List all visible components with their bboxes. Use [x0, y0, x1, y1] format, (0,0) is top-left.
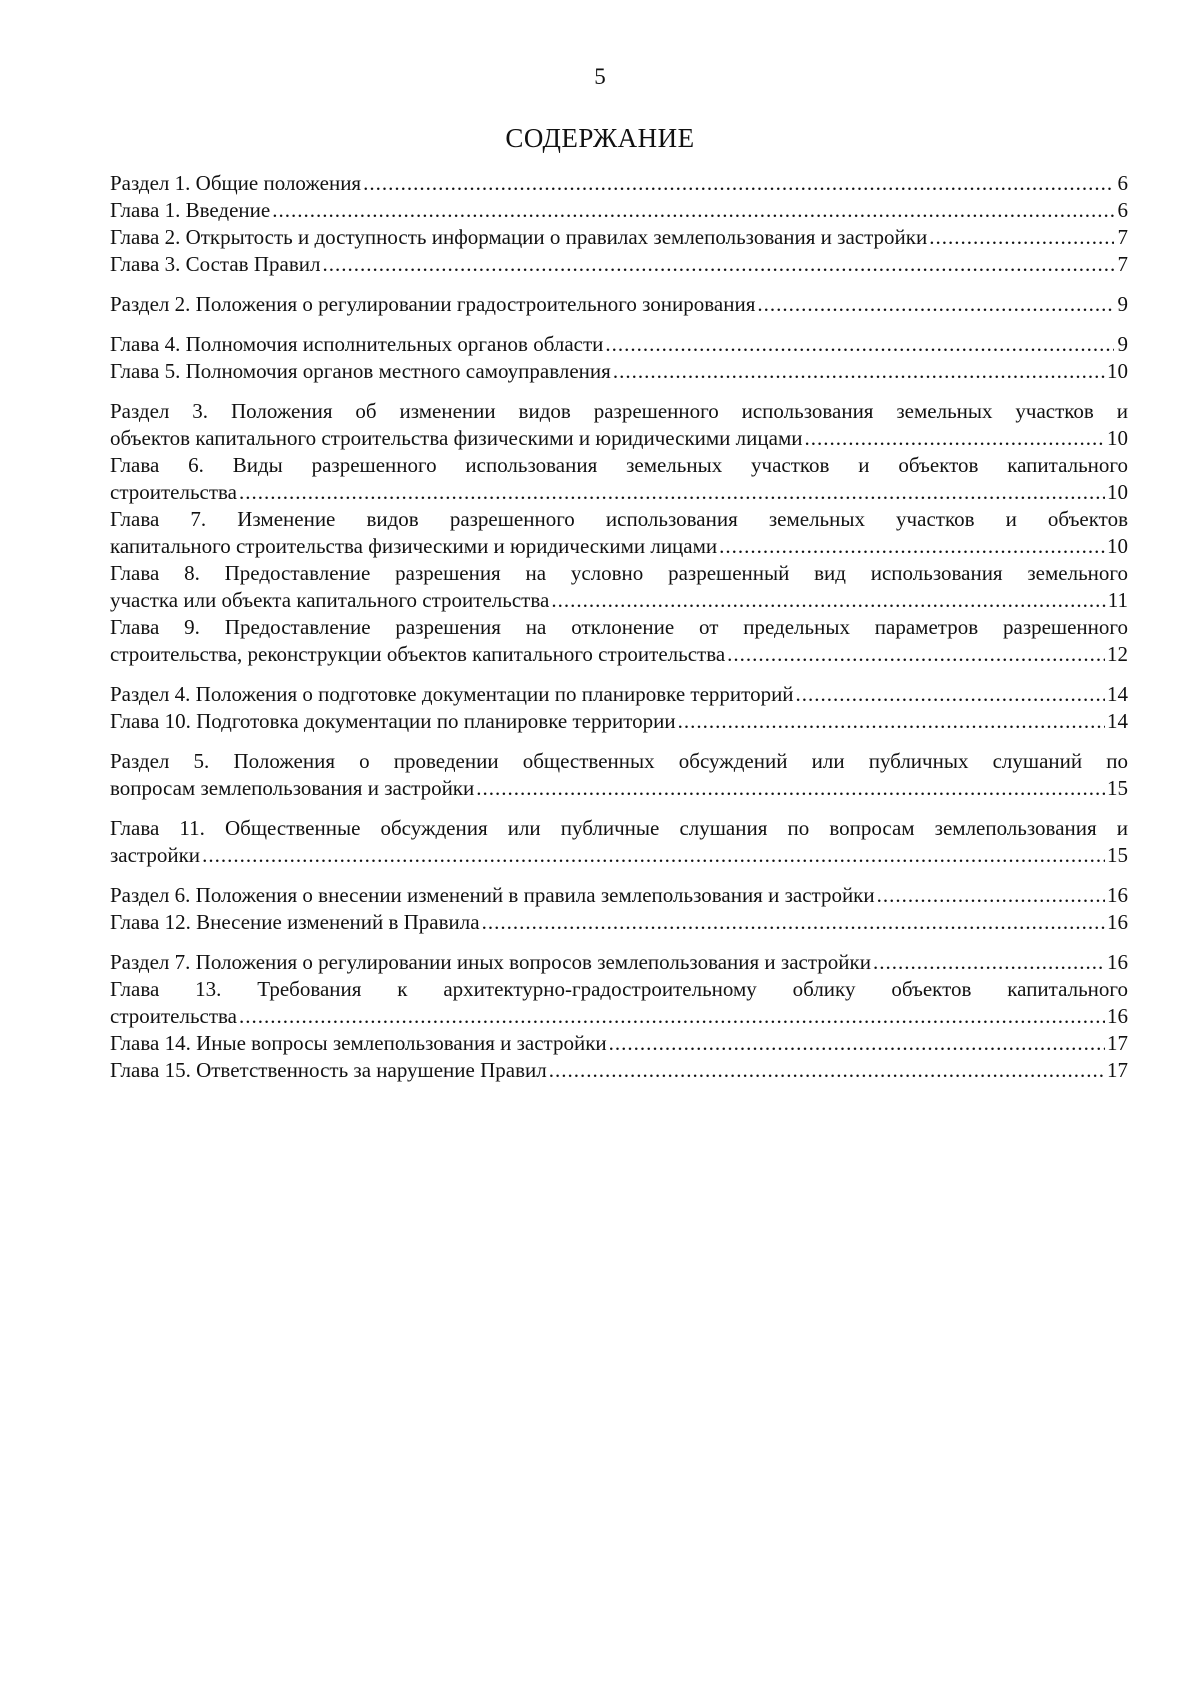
toc-entry-line [110, 452, 1128, 479]
toc-entry-text: объектов капитального строительства физическими и юридическими лицами [110, 426, 803, 450]
toc-page-number: 16 [1107, 1004, 1128, 1028]
toc-entry[interactable] [110, 882, 1128, 909]
dot-leader [549, 1057, 1105, 1084]
toc-entry-text: строительства [110, 480, 238, 504]
toc-page-number: 17 [1107, 1031, 1128, 1055]
toc-entry-line [110, 251, 1128, 278]
toc-entry-text: строительства [110, 1004, 238, 1028]
toc-entry-text: Раздел 4. Положения о подготовке документации по планировке территорий [110, 682, 794, 706]
toc-group [110, 949, 1128, 1084]
toc-entry-text: Глава 11. Общественные обсуждения или публичные слушания по вопросам землепользования и [110, 816, 1128, 840]
toc-entry-line [110, 506, 1128, 533]
toc-entry-line [110, 748, 1128, 775]
toc-entry-line [110, 775, 1128, 802]
dot-leader [719, 533, 1105, 560]
dot-leader [609, 1030, 1105, 1057]
toc-entry[interactable] [110, 251, 1128, 278]
toc-page-number: 15 [1107, 776, 1128, 800]
toc-page-number: 16 [1107, 950, 1128, 974]
dot-leader [757, 291, 1114, 318]
toc-page-number: 11 [1107, 588, 1128, 612]
dot-leader [877, 882, 1105, 909]
toc-entry[interactable] [110, 331, 1128, 358]
toc-entry-text: Глава 13. Требования к архитектурно-градостроительному облику объектов капитального [110, 977, 1128, 1001]
toc-entry-line [110, 331, 1128, 358]
dot-leader [239, 1003, 1105, 1030]
toc-entry[interactable] [110, 452, 1128, 506]
toc-entry-text: Раздел 5. Положения о проведении общественных обсуждений или публичных слушаний по [110, 749, 1128, 773]
toc-entry-text: Глава 7. Изменение видов разрешенного использования земельных участков и объектов [110, 507, 1128, 531]
toc-entry[interactable] [110, 170, 1128, 197]
toc-entry-text: Раздел 1. Общие положения [110, 171, 362, 195]
toc-entry-line [110, 197, 1128, 224]
toc-page-number: 9 [1117, 292, 1128, 316]
dot-leader [613, 358, 1105, 385]
dot-leader [551, 587, 1105, 614]
toc-entry[interactable] [110, 398, 1128, 452]
toc-entry-text: Глава 3. Состав Правил [110, 252, 321, 276]
toc-entry[interactable] [110, 815, 1128, 869]
table-of-contents [110, 170, 1128, 1097]
toc-entry-line [110, 291, 1128, 318]
dot-leader [873, 949, 1105, 976]
toc-entry-text: Глава 4. Полномочия исполнительных органов области [110, 332, 604, 356]
toc-entry-line [110, 1030, 1128, 1057]
toc-entry-text: Раздел 2. Положения о регулировании градостроительного зонирования [110, 292, 756, 316]
toc-entry-text: строительства, реконструкции объектов капитального строительства [110, 642, 726, 666]
toc-group [110, 291, 1128, 318]
toc-entry[interactable] [110, 614, 1128, 668]
toc-page-number: 16 [1107, 910, 1128, 934]
dot-leader [476, 775, 1105, 802]
toc-page-number: 10 [1107, 359, 1128, 383]
dot-leader [202, 842, 1105, 869]
toc-entry-text: Раздел 7. Положения о регулировании иных вопросов землепользования и застройки [110, 950, 871, 974]
toc-page-number: 17 [1107, 1058, 1128, 1082]
toc-group [110, 331, 1128, 385]
toc-entry-text: Глава 9. Предоставление разрешения на отклонение от предельных параметров разрешенного [110, 615, 1128, 639]
toc-entry[interactable] [110, 976, 1128, 1030]
toc-entry-line [110, 587, 1128, 614]
toc-group [110, 681, 1128, 735]
toc-entry-line [110, 614, 1128, 641]
toc-entry-line [110, 949, 1128, 976]
toc-entry[interactable] [110, 358, 1128, 385]
toc-page-number: 7 [1117, 252, 1128, 276]
toc-entry-text: Глава 8. Предоставление разрешения на условно разрешенный вид использования земельного [110, 561, 1128, 585]
toc-entry[interactable] [110, 909, 1128, 936]
toc-entry-line [110, 560, 1128, 587]
toc-group [110, 170, 1128, 278]
toc-entry-line [110, 533, 1128, 560]
dot-leader [678, 708, 1105, 735]
toc-entry-text: Глава 14. Иные вопросы землепользования и застройки [110, 1031, 607, 1055]
dot-leader [272, 197, 1114, 224]
toc-entry[interactable] [110, 1030, 1128, 1057]
toc-page-number: 6 [1117, 198, 1128, 222]
page-number: 5 [594, 64, 606, 89]
toc-entry[interactable] [110, 224, 1128, 251]
toc-entry-line [110, 815, 1128, 842]
toc-entry[interactable] [110, 506, 1128, 560]
toc-entry-text: Глава 12. Внесение изменений в Правила [110, 910, 480, 934]
toc-entry-line [110, 224, 1128, 251]
toc-page-number: 12 [1107, 642, 1128, 666]
toc-entry[interactable] [110, 748, 1128, 802]
toc-entry-text: Раздел 3. Положения об изменении видов разрешенного использования земельных участков и [110, 399, 1128, 423]
toc-entry-line [110, 641, 1128, 668]
toc-page-number: 10 [1107, 480, 1128, 504]
toc-page-number: 10 [1107, 534, 1128, 558]
toc-entry-line [110, 909, 1128, 936]
toc-entry-line [110, 882, 1128, 909]
dot-leader [804, 425, 1105, 452]
page-title: СОДЕРЖАНИЕ [505, 123, 695, 153]
toc-page-number: 7 [1117, 225, 1128, 249]
toc-entry[interactable] [110, 681, 1128, 708]
toc-entry-text: Глава 1. Введение [110, 198, 271, 222]
dot-leader [322, 251, 1114, 278]
dot-leader [239, 479, 1105, 506]
toc-entry-line [110, 425, 1128, 452]
toc-entry-line [110, 479, 1128, 506]
toc-entry-text: застройки [110, 843, 201, 867]
toc-page-number: 6 [1117, 171, 1128, 195]
toc-entry-line [110, 358, 1128, 385]
toc-group [110, 882, 1128, 936]
toc-entry-line [110, 170, 1128, 197]
toc-entry[interactable] [110, 291, 1128, 318]
dot-leader [482, 909, 1105, 936]
toc-entry-text: Глава 2. Открытость и доступность информации о правилах землепользования и застройки [110, 225, 928, 249]
toc-entry[interactable] [110, 560, 1128, 614]
dot-leader [727, 641, 1105, 668]
toc-page-number: 10 [1107, 426, 1128, 450]
toc-page-number: 14 [1107, 709, 1128, 733]
toc-entry-text: Глава 10. Подготовка документации по планировке территории [110, 709, 676, 733]
toc-page-number: 15 [1107, 843, 1128, 867]
toc-entry-text: Глава 15. Ответственность за нарушение Правил [110, 1058, 547, 1082]
toc-entry-line [110, 976, 1128, 1003]
toc-group [110, 815, 1128, 869]
toc-entry-text: Глава 5. Полномочия органов местного самоуправления [110, 359, 611, 383]
toc-entry[interactable] [110, 197, 1128, 224]
dot-leader [929, 224, 1114, 251]
toc-entry-line [110, 708, 1128, 735]
toc-entry-line [110, 681, 1128, 708]
toc-page-number: 16 [1107, 883, 1128, 907]
toc-entry-line [110, 1003, 1128, 1030]
dot-leader [796, 681, 1105, 708]
dot-leader [605, 331, 1114, 358]
toc-entry-text: Раздел 6. Положения о внесении изменений в правила землепользования и застройки [110, 883, 875, 907]
toc-page-number: 14 [1107, 682, 1128, 706]
toc-entry-line [110, 398, 1128, 425]
toc-entry-line [110, 1057, 1128, 1084]
toc-entry-text: капитального строительства физическими и юридическими лицами [110, 534, 718, 558]
toc-entry-text: участка или объекта капитального строительства [110, 588, 550, 612]
toc-entry[interactable] [110, 708, 1128, 735]
toc-page-number: 9 [1117, 332, 1128, 356]
toc-entry[interactable] [110, 949, 1128, 976]
dot-leader [363, 170, 1114, 197]
toc-entry-text: Глава 6. Виды разрешенного использования земельных участков и объектов капитального [110, 453, 1128, 477]
toc-entry-line [110, 842, 1128, 869]
toc-group [110, 398, 1128, 668]
toc-group [110, 748, 1128, 802]
toc-entry-text: вопросам землепользования и застройки [110, 776, 475, 800]
toc-entry[interactable] [110, 1057, 1128, 1084]
